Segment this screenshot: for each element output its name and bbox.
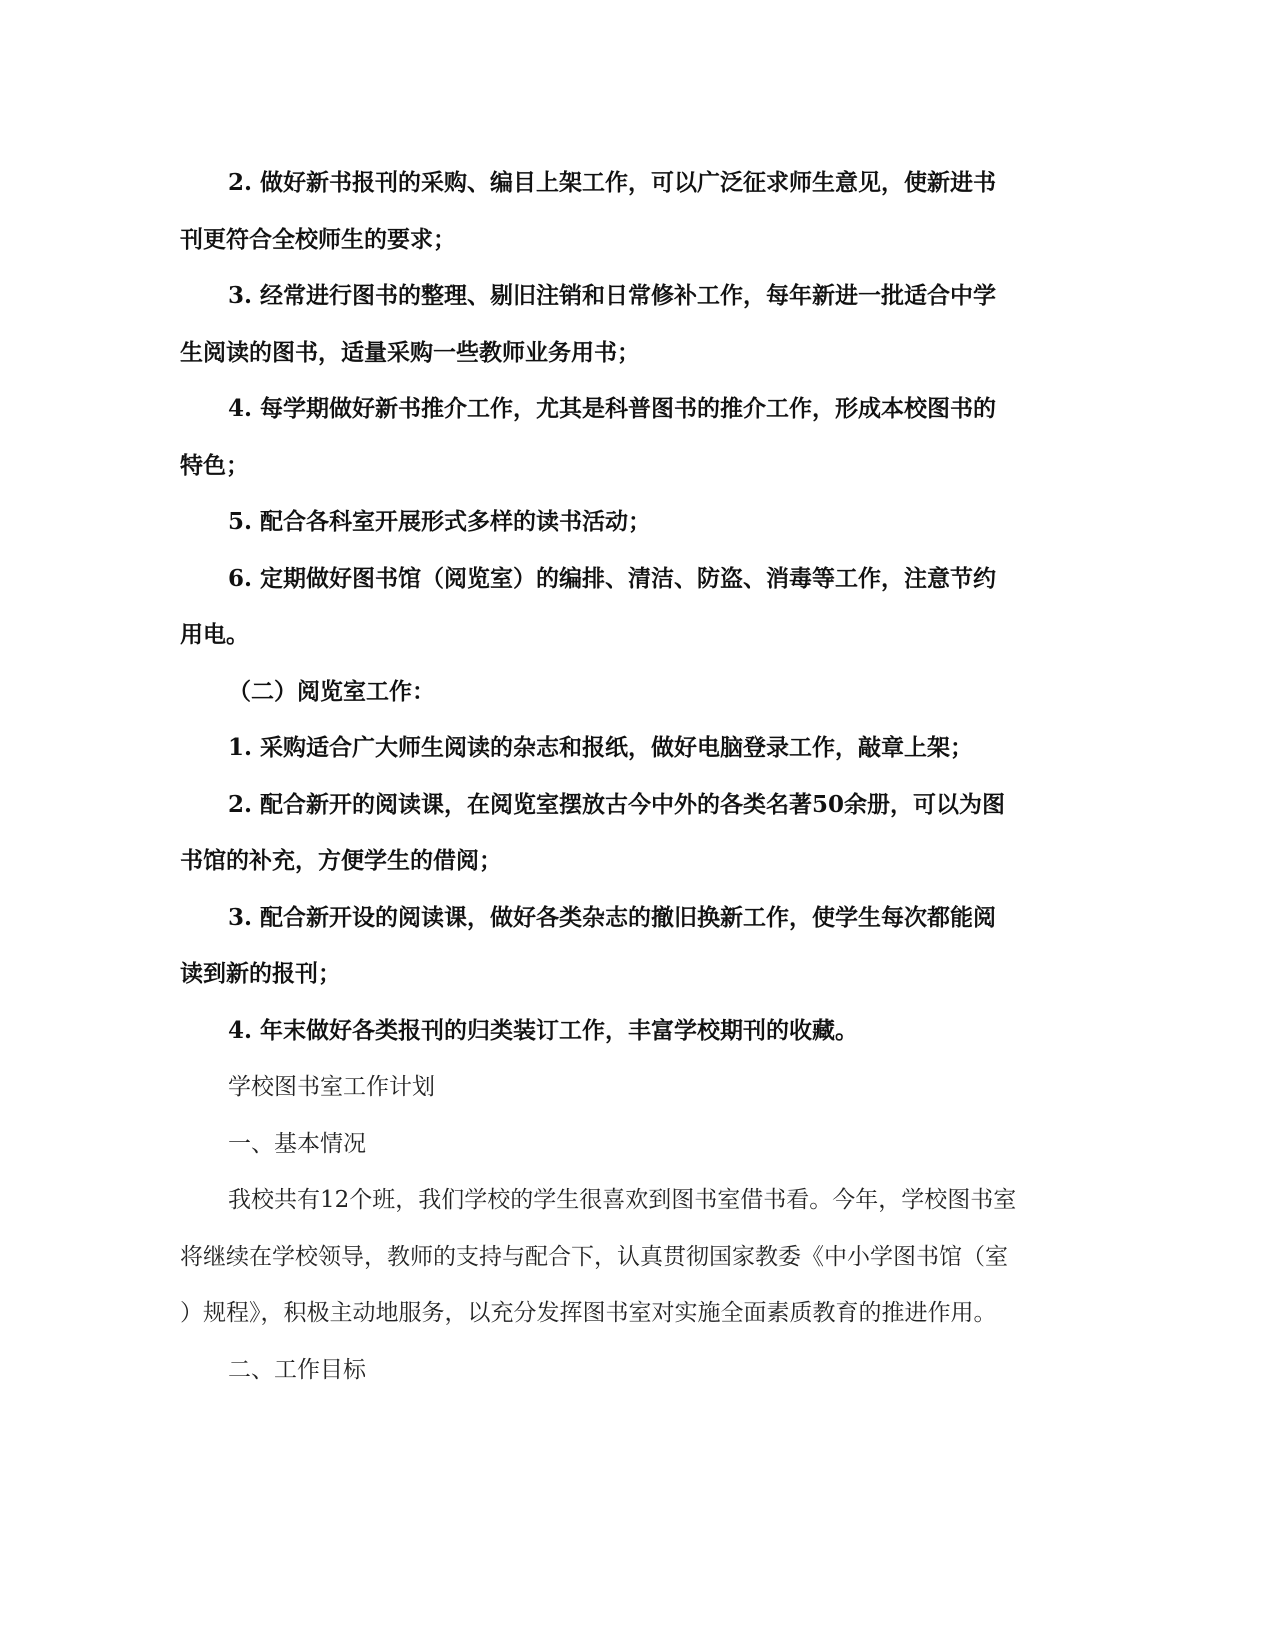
- section-heading: （二）阅览室工作：: [228, 678, 435, 705]
- paragraph-line: 2. 配合新开的阅读课，在阅览室摆放古今中外的各类名著50余册，可以为图: [228, 791, 1006, 818]
- paragraph-line: 我校共有12个班，我们学校的学生很喜欢到图书室借书看。今年，学校图书室: [228, 1187, 1017, 1213]
- paragraph-line: 特色；: [180, 452, 249, 479]
- paragraph-line: 6. 定期做好图书馆（阅览室）的编排、清洁、防盗、消毒等工作，注意节约: [228, 565, 997, 592]
- paragraph-line: ）规程》，积极主动地服务，以充分发挥图书室对实施全面素质教育的推进作用。: [180, 1300, 997, 1326]
- section-heading: 二、工作目标: [228, 1357, 366, 1383]
- paragraph-line: 2. 做好新书报刊的采购、编目上架工作，可以广泛征求师生意见，使新进书: [228, 169, 997, 196]
- paragraph-line: 5. 配合各科室开展形式多样的读书活动；: [228, 508, 652, 535]
- paragraph-line: 3. 配合新开设的阅读课，做好各类杂志的撤旧换新工作，使学生每次都能阅: [228, 904, 997, 931]
- paragraph-line: 4. 年末做好各类报刊的归类装订工作，丰富学校期刊的收藏。: [228, 1017, 859, 1044]
- paragraph-line: 书馆的补充，方便学生的借阅；: [180, 847, 502, 874]
- document-title: 学校图书室工作计划: [228, 1074, 435, 1100]
- paragraph-line: 将继续在学校领导，教师的支持与配合下，认真贯彻国家教委《中小学图书馆（室: [180, 1244, 1008, 1270]
- paragraph-line: 3. 经常进行图书的整理、剔旧注销和日常修补工作，每年新进一批适合中学: [228, 282, 997, 309]
- paragraph-line: 4. 每学期做好新书推介工作，尤其是科普图书的推介工作，形成本校图书的: [228, 395, 997, 422]
- paragraph-line: 生阅读的图书，适量采购一些教师业务用书；: [180, 339, 640, 366]
- paragraph-line: 读到新的报刊；: [180, 960, 341, 987]
- paragraph-line: 用电。: [180, 621, 249, 648]
- section-heading: 一、基本情况: [228, 1131, 366, 1157]
- paragraph-line: 1. 采购适合广大师生阅读的杂志和报纸，做好电脑登录工作，敲章上架；: [228, 734, 974, 761]
- paragraph-line: 刊更符合全校师生的要求；: [180, 226, 456, 253]
